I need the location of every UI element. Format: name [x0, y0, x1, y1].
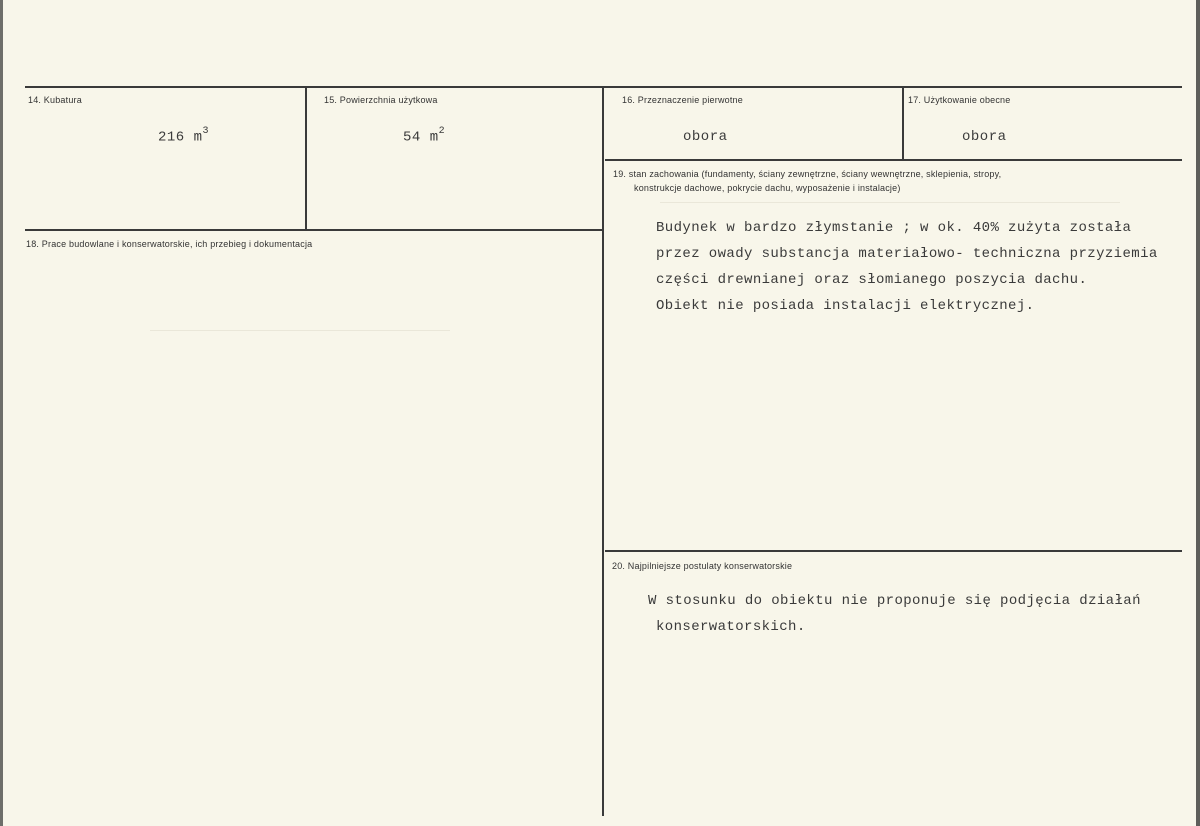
area-number: 54 m	[403, 129, 439, 146]
field-20-line: W stosunku do obiektu nie proponuje się podjęcia działań	[648, 593, 1141, 609]
field-17-value: obora	[962, 129, 1007, 145]
field-16-label: 16. Przeznaczenie pierwotne	[622, 95, 743, 105]
field-20-label: 20. Najpilniejsze postulaty konserwatorskie	[612, 561, 793, 571]
faint-mark	[150, 330, 450, 331]
cubic-superscript: 3	[202, 126, 210, 137]
field-19-line: części drewnianej oraz słomianego poszycia dachu.	[656, 272, 1088, 288]
field-17-label: 17. Użytkowanie obecne	[908, 95, 1011, 105]
field-16-value: obora	[683, 129, 728, 145]
field-19-text	[656, 215, 1158, 319]
card-left-edge	[0, 0, 3, 826]
field-19-line: Obiekt nie posiada instalacji elektrycznej.	[656, 298, 1035, 314]
square-superscript: 2	[438, 126, 446, 137]
divider-16-17	[902, 86, 904, 161]
faint-mark	[660, 202, 1120, 203]
field-19-label-line1: 19. stan zachowania (fundamenty, ściany zewnętrzne, ściany wewnętrzne, sklepienia, stropy,	[613, 169, 1002, 179]
left-row-rule	[25, 229, 602, 231]
kubatura-number: 216 m	[158, 129, 203, 146]
field-20-text	[648, 588, 1141, 640]
field-18-label: 18. Prace budowlane i konserwatorskie, ich przebieg i dokumentacja	[26, 239, 313, 249]
field-14-label: 14. Kubatura	[28, 95, 82, 105]
field-20-line: konserwatorskich.	[656, 619, 806, 635]
card-right-edge	[1196, 0, 1200, 826]
field-19-line: przez owady substancja materiałowo- techniczna przyziemia	[656, 246, 1158, 262]
field-19-label-line2: konstrukcje dachowe, pokrycie dachu, wyposażenie i instalacje)	[634, 183, 901, 193]
field-14-value	[158, 128, 209, 146]
field-15-label: 15. Powierzchnia użytkowa	[324, 95, 438, 105]
field-15-value	[403, 128, 445, 146]
field-19-line: Budynek w bardzo złymstanie ; w ok. 40% zużyta została	[656, 220, 1132, 236]
right-upper-rule	[605, 159, 1182, 161]
center-divider	[602, 86, 604, 816]
divider-14-15	[305, 86, 307, 231]
right-lower-rule	[605, 550, 1182, 552]
